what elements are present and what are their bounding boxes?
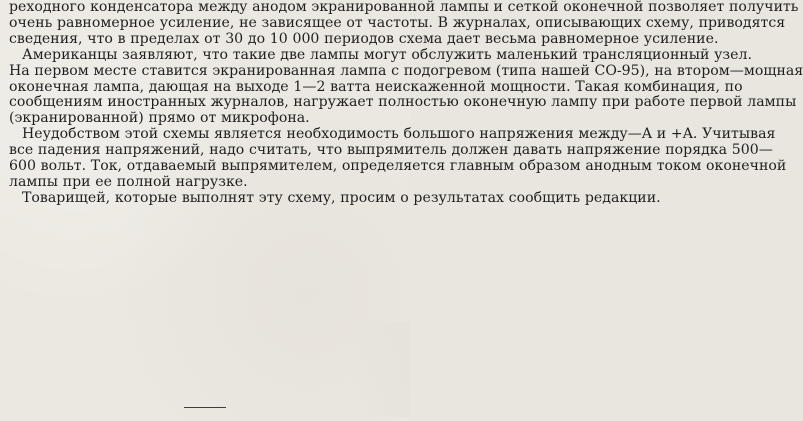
page-shadow-edge: [352, 322, 410, 417]
text-line-8: (экранированной) прямо от микрофона.: [9, 110, 310, 127]
text-line-1: реходного конденсатора между анодом экранированной лампы и сеткой оконечной позволяет получить: [9, 0, 799, 15]
text-line-10: все падения напряжений, надо считать, что выпрямитель должен давать напряжение порядка 500—: [9, 142, 773, 159]
text-line-9: Неудобством этой схемы является необходимость большого напряжения между—A и +A. Учитывая: [22, 126, 776, 143]
text-line-7: сообщениям иностранных журналов, нагружает полностью оконечную лампу при работе первой лампы: [9, 94, 797, 111]
text-line-3: сведения, что в пределах от 30 до 10 000 периодов схема дает весьма равномерное усиление.: [9, 30, 719, 47]
text-line-5: На первом месте ставится экранированная лампа с подогревом (типа нашей СО-95), на втором—мощная: [9, 62, 803, 79]
text-line-13: Товарищей, которые выполнят эту схему, просим о результатах сообщить редакции.: [22, 189, 661, 206]
text-line-11: 600 вольт. Ток, отдаваемый выпрямителем, определяется главным образом анодным током оконечной: [9, 158, 787, 175]
document-text: [9, 0, 803, 207]
text-line-12: лампы при ее полной нагрузке.: [9, 173, 248, 190]
text-line-2: очень равномерное усиление, не зависящее от частоты. В журналах, описывающих схему, приводятся: [9, 14, 786, 31]
text-line-6: оконечная лампа, дающая на выходе 1—2 ватта неискаженной мощности. Такая комбинация, по: [9, 78, 743, 95]
text-line-4: Американцы заявляют, что такие две лампы могут обслужить маленький трансляционный узел.: [22, 46, 752, 63]
section-rule: [184, 407, 226, 408]
